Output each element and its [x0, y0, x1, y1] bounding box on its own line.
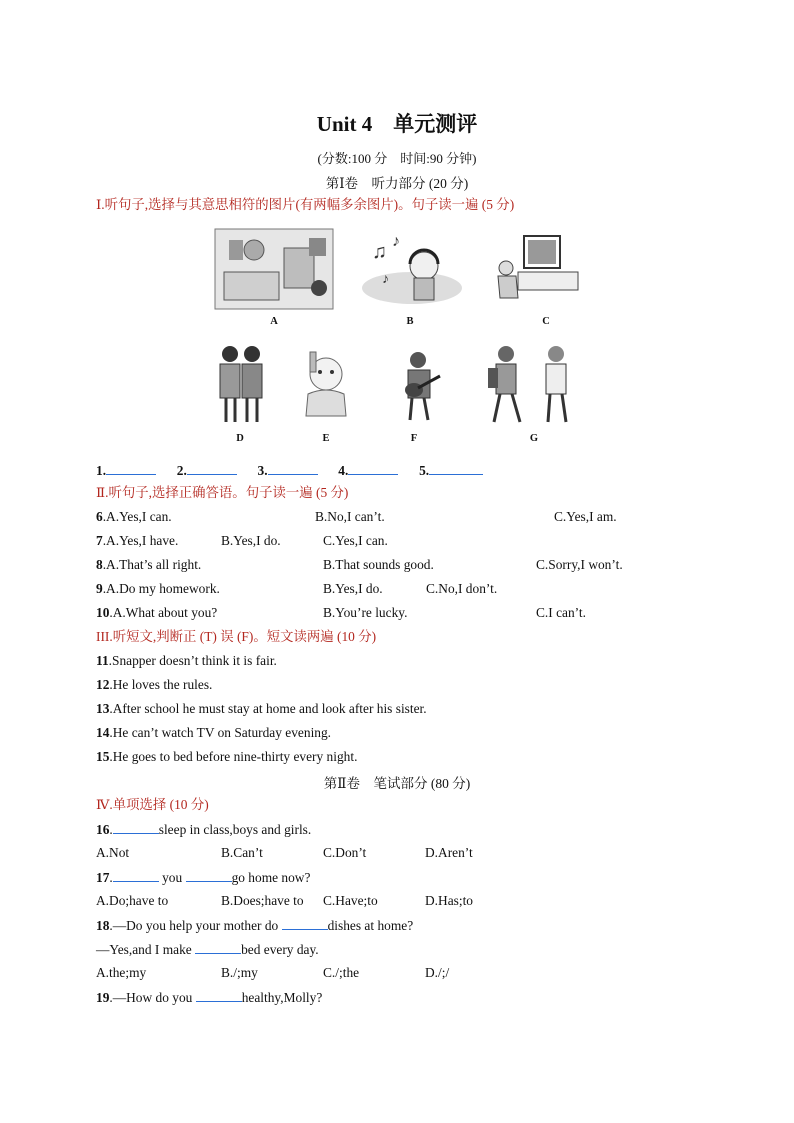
question-18-reply: —Yes,and I make bed every day. [96, 942, 319, 957]
q18-blank-1[interactable] [282, 916, 328, 930]
q18-option-c: C./;the [323, 965, 360, 980]
part-two-heading: 第Ⅱ卷 笔试部分 (80 分) [323, 776, 471, 791]
picture-d-two-students [214, 344, 268, 426]
svg-text:♪: ♪ [392, 233, 400, 250]
picture-c-boy-watching-tv [494, 232, 580, 304]
q18-blank-2[interactable] [195, 940, 241, 954]
question-8: 8.A.That’s all right. [96, 557, 202, 572]
q7-option-b: B.Yes,I do. [221, 533, 281, 548]
picture-f-boy-playing-guitar [398, 350, 444, 422]
answer-label-1: 1. [96, 463, 107, 478]
q17-blank-1[interactable] [113, 868, 159, 882]
section-1-heading: Ⅰ.听句子,选择与其意思相符的图片(有两幅多余图片)。句子读一遍 (5 分) [96, 197, 515, 212]
q6-option-c: C.Yes,I am. [554, 509, 617, 524]
exam-meta: (分数:100 分 时间:90 分钟) [317, 151, 477, 166]
q9-option-b: B.Yes,I do. [323, 581, 383, 596]
section-4-heading: Ⅳ.单项选择 (10 分) [96, 797, 209, 812]
question-6: 6.A.Yes,I can. [96, 509, 172, 524]
question-15: 15.He goes to bed before nine-thirty every night. [96, 749, 358, 764]
q18-option-d: D./;/ [425, 965, 450, 980]
answer-label-4: 4. [338, 463, 349, 478]
q9-option-c: C.No,I don’t. [426, 581, 498, 596]
q16-option-c: C.Don’t [323, 845, 367, 860]
q7-option-c: C.Yes,I can. [323, 533, 388, 548]
picture-label-d: D [236, 433, 244, 444]
question-10: 10.A.What about you? [96, 605, 218, 620]
question-12: 12.He loves the rules. [96, 677, 213, 692]
q16-blank[interactable] [113, 820, 159, 834]
answer-blank-5[interactable] [429, 461, 483, 475]
question-13: 13.After school he must stay at home and look after his sister. [96, 701, 427, 716]
q17-blank-2[interactable] [186, 868, 232, 882]
answer-row [96, 461, 483, 480]
question-16: 16. sleep in class,boys and girls. [96, 822, 312, 837]
part-one-heading: 第Ⅰ卷 听力部分 (20 分) [325, 176, 469, 191]
section-2-heading: Ⅱ.听句子,选择正确答语。句子读一遍 (5 分) [96, 485, 349, 500]
question-18: 18.—Do you help your mother do dishes at home? [96, 918, 414, 933]
svg-text:♪: ♪ [382, 272, 389, 287]
q16-option-d: D.Aren’t [425, 845, 473, 860]
answer-label-2: 2. [176, 463, 187, 478]
question-17: 17. you go home now? [96, 870, 311, 885]
picture-g-two-hikers [484, 344, 580, 426]
q16-option-b: B.Can’t [221, 845, 263, 860]
picture-label-e: E [322, 433, 330, 444]
answer-blank-1[interactable] [106, 461, 156, 475]
q6-option-b: B.No,I can’t. [315, 509, 385, 524]
q10-option-b: B.You’re lucky. [323, 605, 408, 620]
q18-option-b: B./;my [221, 965, 258, 980]
picture-label-a: A [270, 316, 278, 327]
picture-label-c: C [542, 316, 550, 327]
picture-a-messy-room [214, 228, 334, 310]
question-14: 14.He can’t watch TV on Saturday evening. [96, 725, 332, 740]
question-11: 11.Snapper doesn’t think it is fair. [96, 653, 277, 668]
section-3-heading: III.听短文,判断正 (T) 误 (F)。短文读两遍 (10 分) [96, 629, 377, 644]
q17-option-c: C.Have;to [323, 893, 378, 908]
picture-e-boy-brushing-hair [300, 350, 352, 420]
question-19: 19.—How do you healthy,Molly? [96, 990, 323, 1005]
picture-b-girl-with-headphones [352, 228, 464, 310]
question-7: 7.A.Yes,I have. [96, 533, 179, 548]
q17-option-d: D.Has;to [425, 893, 473, 908]
q18-option-a: A.the;my [96, 965, 147, 980]
answer-label-3: 3. [257, 463, 268, 478]
q8-option-c: C.Sorry,I won’t. [536, 557, 623, 572]
picture-label-g: G [529, 433, 539, 444]
q8-option-b: B.That sounds good. [323, 557, 434, 572]
q19-blank[interactable] [196, 988, 242, 1002]
q17-option-a: A.Do;have to [96, 893, 169, 908]
answer-label-5: 5. [419, 463, 430, 478]
answer-blank-3[interactable] [268, 461, 318, 475]
q16-option-a: A.Not [96, 845, 130, 860]
question-9: 9.A.Do my homework. [96, 581, 220, 596]
q17-option-b: B.Does;have to [221, 893, 304, 908]
svg-text:♫: ♫ [372, 241, 387, 263]
page-title: Unit 4 单元测评 [316, 112, 478, 136]
answer-blank-2[interactable] [187, 461, 237, 475]
picture-label-b: B [406, 316, 414, 327]
q10-option-c: C.I can’t. [536, 605, 586, 620]
answer-blank-4[interactable] [348, 461, 398, 475]
picture-label-f: F [410, 433, 418, 444]
